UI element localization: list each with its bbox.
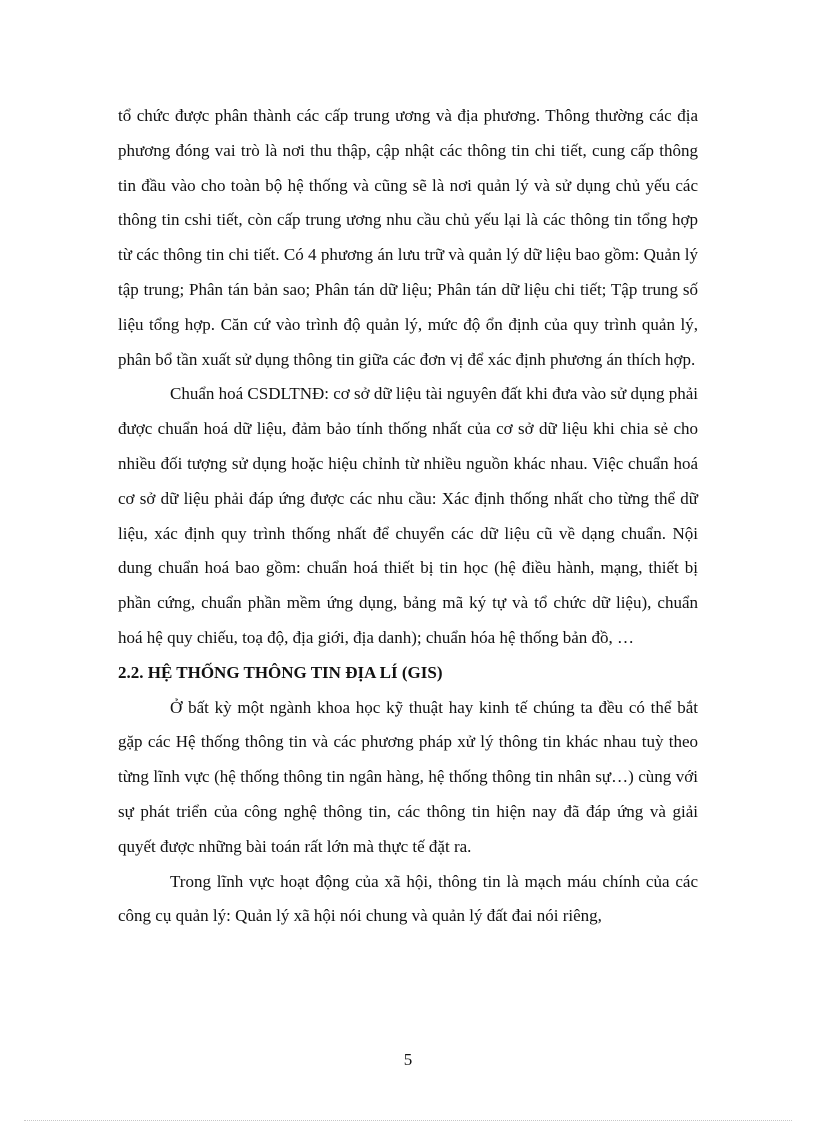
paragraph-information-systems: Ở bất kỳ một ngành khoa học kỹ thuật hay kinh tế chúng ta đều có thể bắt gặp các Hệ thống thông tin và các phương pháp xử lý thông tin khác nhau tuỳ theo từng lĩnh vực (hệ thống thông tin ngân hàng, hệ thống thông tin nhân sự…) cùng với sự phát triển của công nghệ thông tin, các thông tin hiện nay đã đáp ứng và giải quyết được những bài toán rất lớn mà thực tế đặt ra. bbox=[118, 697, 698, 856]
paragraph-database-standardization: Chuẩn hoá CSDLTNĐ: cơ sở dữ liệu tài nguyên đất khi đưa vào sử dụng phải được chuẩn hoá dữ liệu, đảm bảo tính thống nhất của cơ sở dữ liệu khi chia sẻ cho nhiều đối tượng sử dụng hoặc hiệu chỉnh từ nhiều nguồn khác nhau. Việc chuẩn hoá cơ sở dữ liệu phải đáp ứng được các nhu cầu: Xác định thống nhất cho từng thể dữ liệu, xác định quy trình thống nhất để chuyển các dữ liệu cũ về dạng chuẩn. Nội dung chuẩn hoá bao gồm: chuẩn hoá thiết bị tin học (hệ điều hành, mạng, thiết bị phần cứng, chuẩn phần mềm ứng dụng, bảng mã ký tự và tổ chức dữ liệu), chuẩn hoá hệ quy chiếu, toạ độ, địa giới, địa danh); chuẩn hóa hệ thống bản đồ, … bbox=[118, 384, 699, 647]
page-body bbox=[118, 99, 698, 934]
paragraph-data-organization: tổ chức được phân thành các cấp trung ương và địa phương. Thông thường các địa phương đóng vai trò là nơi thu thập, cập nhật các thông tin chi tiết, cung cấp thông tin đầu vào cho toàn bộ hệ thống và cũng sẽ là nơi quản lý và sử dụng chủ yếu các thông tin cshi tiết, còn cấp trung ương nhu cầu chủ yếu lại là các thông tin tổng hợp từ các thông tin chi tiết. Có 4 phương án lưu trữ và quản lý dữ liệu bao gồm: Quản lý tập trung; Phân tán bản sao; Phân tán dữ liệu; Phân tán dữ liệu chi tiết; Tập trung số liệu tổng hợp. Căn cứ vào trình độ quản lý, mức độ ổn định của quy trình quản lý, phân bổ tần xuất sử dụng thông tin giữa các đơn vị để xác định phương án thích hợp. bbox=[118, 106, 698, 369]
paragraph-information-role: Trong lĩnh vực hoạt động của xã hội, thông tin là mạch máu chính của các công cụ quản lý: Quản lý xã hội nói chung và quản lý đất đai nói riêng, bbox=[118, 871, 698, 926]
page-number: 5 bbox=[403, 1050, 413, 1069]
section-heading-gis: 2.2. HỆ THỐNG THÔNG TIN ĐỊA LÍ (GIS) bbox=[118, 662, 443, 682]
footer-divider bbox=[24, 1120, 792, 1121]
